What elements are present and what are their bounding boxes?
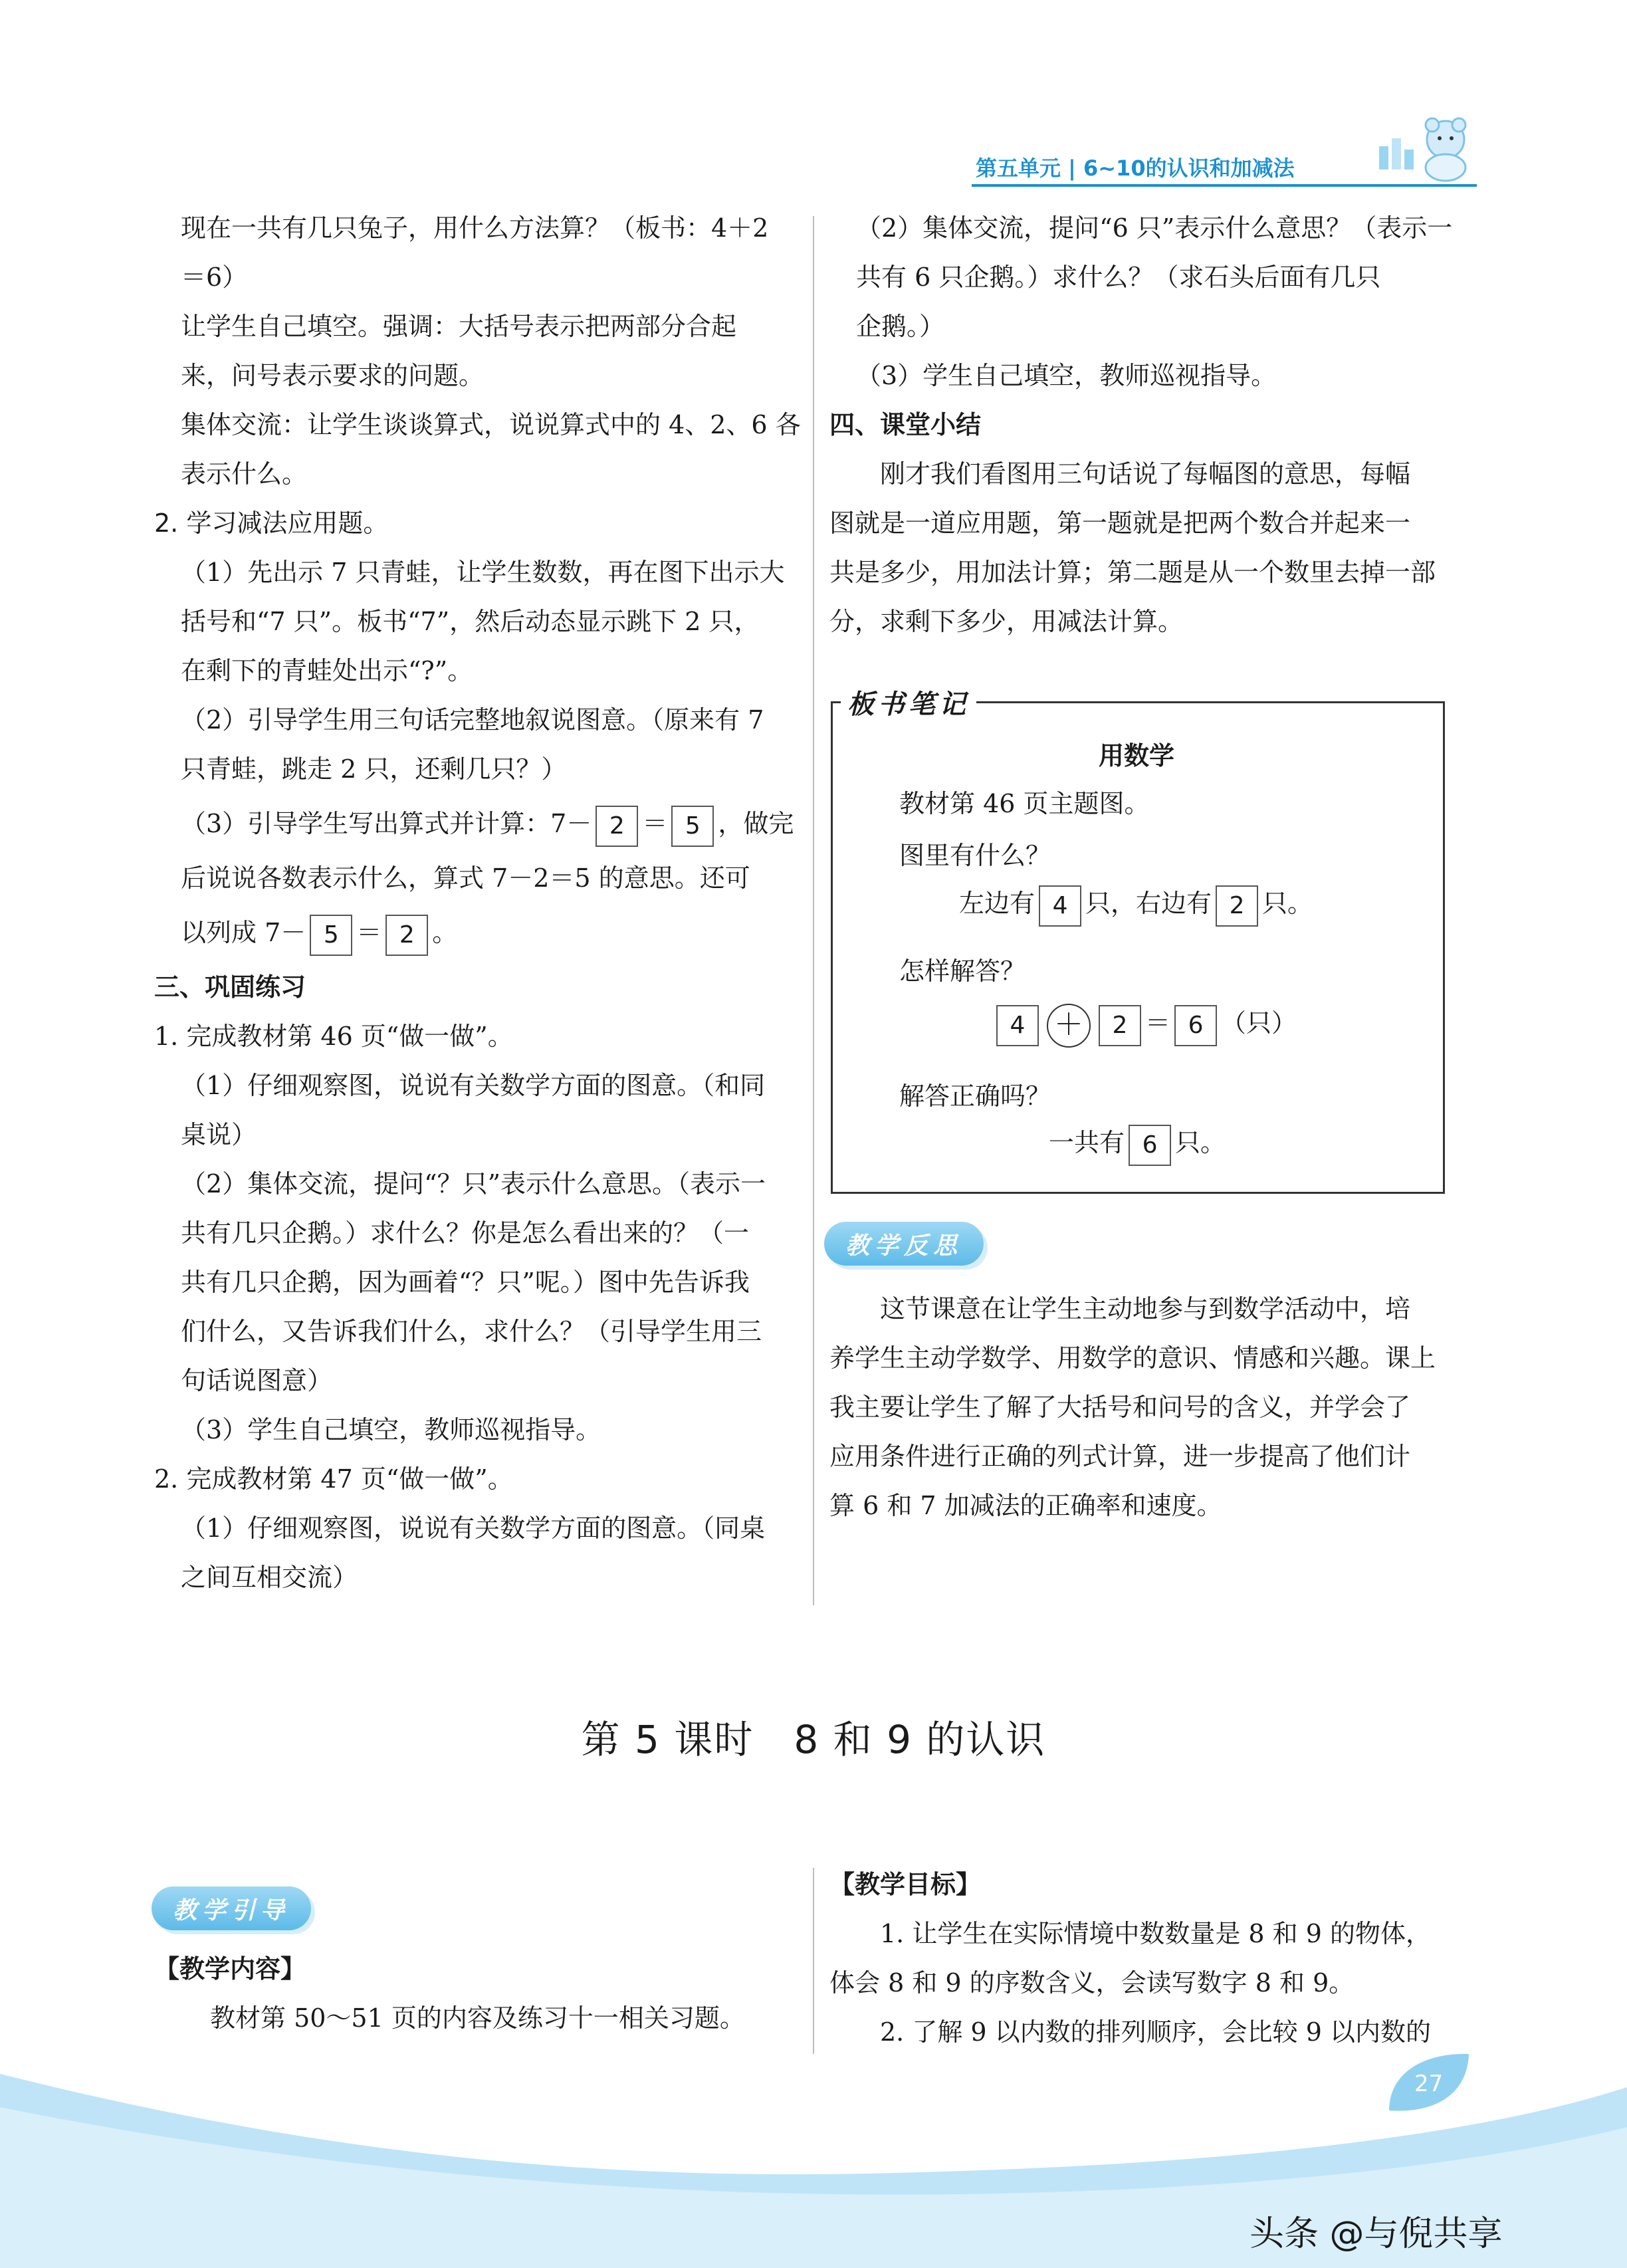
right-column: [829, 203, 1481, 646]
text-line: （2）引导学生用三句话完整地叙说图意。（原来有 7: [181, 705, 764, 735]
text-line: 共有 6 只企鹅。）求什么？（求石头后面有几只: [856, 263, 1381, 292]
text-line: （3）学生自己填空，教师巡视指导。: [181, 1415, 601, 1444]
text-line: 企鹅。）: [856, 312, 945, 341]
board-left-right-line: [959, 883, 1313, 927]
text-line: （1）先出示 7 只青蛙，让学生数数，再在图下出示大: [181, 558, 785, 587]
text-line: （1）仔细观察图，说说有关数学方面的图意。（同桌: [181, 1514, 766, 1543]
text-line: （2）集体交流，提问“6 只”表示什么意思？（表示一: [856, 213, 1453, 243]
subheading-subtraction: 2. 学习减法应用题。: [154, 509, 389, 538]
answer-box: 4: [996, 1005, 1039, 1046]
text-line: 括号和“7 只”。板书“7”，然后动态显示跳下 2 只，: [181, 607, 760, 636]
board-notes-box: [831, 689, 1445, 1194]
teaching-content-text: 教材第 50～51 页的内容及练习十一相关习题。: [210, 2003, 745, 2033]
text-line: 1. 完成教材第 46 页“做一做”。: [154, 1022, 513, 1051]
text-line: 共是多少，用加法计算；第二题是从一个数里去掉一部: [829, 558, 1436, 587]
text-line: 2. 了解 9 以内数的排列顺序，会比较 9 以内数的: [880, 2017, 1432, 2047]
board-notes-tag: 板书笔记: [841, 683, 976, 721]
mascot-bear-icon: [1376, 113, 1475, 183]
board-line: 怎样解答？: [899, 957, 1026, 986]
text-line: 2. 完成教材第 47 页“做一做”。: [154, 1464, 513, 1494]
equation-line-2: [154, 903, 806, 963]
teaching-content-heading: 【教学内容】: [154, 1954, 306, 1984]
text-line: 在剩下的青蛙处出示“?”。: [181, 656, 473, 685]
answer-box: 4: [1039, 885, 1081, 927]
board-line: 图里有什么？: [899, 841, 1051, 870]
text-line: 只青蛙，跳走 2 只，还剩几只？）: [181, 754, 567, 784]
section-heading-summary: 四、课堂小结: [829, 410, 982, 439]
text-line: 1. 让学生在实际情境中数数量是 8 和 9 的物体，: [880, 1919, 1432, 1948]
board-line: 解答正确吗？: [899, 1081, 1051, 1111]
text-line: 刚才我们看图用三句话说了每幅图的意思，每幅: [880, 459, 1411, 489]
text-line: 算 6 和 7 加减法的正确率和速度。: [829, 1491, 1222, 1520]
eq-prefix: （3）引导学生写出算式并计算：7－: [181, 809, 592, 838]
reflection-badge: 教学反思: [824, 1222, 984, 1266]
text-line: 来，问号表示要求的问题。: [181, 361, 485, 390]
text-line: 们什么，又告诉我们什么，求什么？（引导学生用三: [181, 1317, 762, 1346]
section-heading-practice: 三、巩固练习: [154, 972, 306, 1002]
board-left-label: 左边有: [959, 889, 1035, 918]
text-line: ＝6）: [181, 263, 248, 292]
text-line: 集体交流：让学生谈谈算式，说说算式中的 4、2、6 各: [181, 410, 801, 439]
teaching-guide-badge: 教学引导: [152, 1886, 311, 1930]
text-line: 养学生主动学数学、用数学的意识、情感和兴趣。课上: [829, 1343, 1436, 1373]
plus-circle-icon: ＋: [1047, 1004, 1091, 1048]
text-line: （1）仔细观察图，说说有关数学方面的图意。（和同: [181, 1071, 766, 1100]
answer-box: 6: [1129, 1125, 1171, 1166]
lesson-title: 第 5 课时 8 和 9 的认识: [581, 1717, 1046, 1762]
teaching-goals-section: [829, 1860, 1481, 2057]
board-end-label: 只。: [1262, 889, 1313, 918]
board-mid-label: 只，右边有: [1085, 889, 1212, 918]
text-line: 共有几只企鹅，因为画着“？只”呢。）图中先告诉我: [181, 1268, 750, 1297]
text-line: （3）学生自己填空，教师巡视指导。: [856, 361, 1277, 390]
text-line: 应用条件进行正确的列式计算，进一步提高了他们计: [829, 1442, 1411, 1471]
equation-line-1: [154, 794, 806, 853]
text-line: 桌说）: [181, 1120, 257, 1149]
answer-box: 2: [385, 915, 428, 956]
answer-box: 2: [596, 806, 638, 847]
header-underline: [972, 184, 1477, 187]
watermark-text: 头条 @与倪共享: [1249, 2214, 1503, 2254]
text-line: 现在一共有几只兔子，用什么方法算？（板书：4＋2: [181, 213, 769, 243]
answer-box: 2: [1099, 1005, 1141, 1046]
text-line: 体会 8 和 9 的序数含义，会读写数字 8 和 9。: [829, 1968, 1355, 1997]
eq-suffix: ，做完: [718, 809, 794, 838]
left-column: [154, 203, 806, 1602]
page-number: 27: [1414, 2071, 1444, 2097]
eq-equals: ＝: [356, 918, 382, 947]
text-line: 句话说图意）: [181, 1366, 333, 1395]
reflection-section: [829, 1284, 1481, 1530]
teaching-goals-heading: 【教学目标】: [829, 1870, 982, 1899]
text-line: 后说说各数表示什么，算式 7－2＝5 的意思。还可: [181, 863, 750, 893]
board-total-label: 一共有: [1049, 1128, 1125, 1157]
text-line: 之间互相交流）: [181, 1563, 358, 1592]
answer-box: 5: [310, 915, 352, 956]
board-eq-unit: （只）: [1221, 1008, 1297, 1038]
text-line: 我主要让学生了解了大括号和问号的含义，并学会了: [829, 1393, 1411, 1422]
board-total-line: [1049, 1122, 1226, 1166]
column-divider-lower: [813, 1868, 814, 2054]
unit-header-title: 第五单元 | 6~10的认识和加减法: [976, 156, 1295, 181]
text-line: 图就是一道应用题，第一题就是把两个数合并起来一: [829, 509, 1411, 538]
text-line: 表示什么。: [181, 459, 308, 489]
text-line: 共有几只企鹅。）求什么？你是怎么看出来的？（一: [181, 1218, 750, 1248]
answer-box: 6: [1174, 1005, 1217, 1046]
eq-suffix: 。: [432, 918, 458, 947]
answer-box: 2: [1216, 885, 1258, 927]
board-title: 用数学: [1099, 741, 1175, 770]
text-line: 分，求剩下多少，用减法计算。: [829, 607, 1184, 636]
text-line: 让学生自己填空。强调：大括号表示把两部分合起: [181, 312, 737, 341]
column-divider: [813, 216, 814, 1605]
teaching-content-section: [154, 1944, 806, 2043]
board-total-unit: 只。: [1175, 1128, 1226, 1157]
board-eq-equals: ＝: [1145, 1008, 1171, 1038]
eq-equals: ＝: [642, 809, 668, 838]
text-line: 这节课意在让学生主动地参与到数学活动中，培: [880, 1294, 1411, 1323]
answer-box: 5: [671, 806, 714, 847]
board-equation: [992, 1002, 1297, 1048]
text-line: （2）集体交流，提问“？只”表示什么意思。（表示一: [181, 1169, 766, 1198]
board-line: 教材第 46 页主题图。: [899, 789, 1150, 818]
eq-prefix: 以列成 7－: [181, 918, 306, 947]
